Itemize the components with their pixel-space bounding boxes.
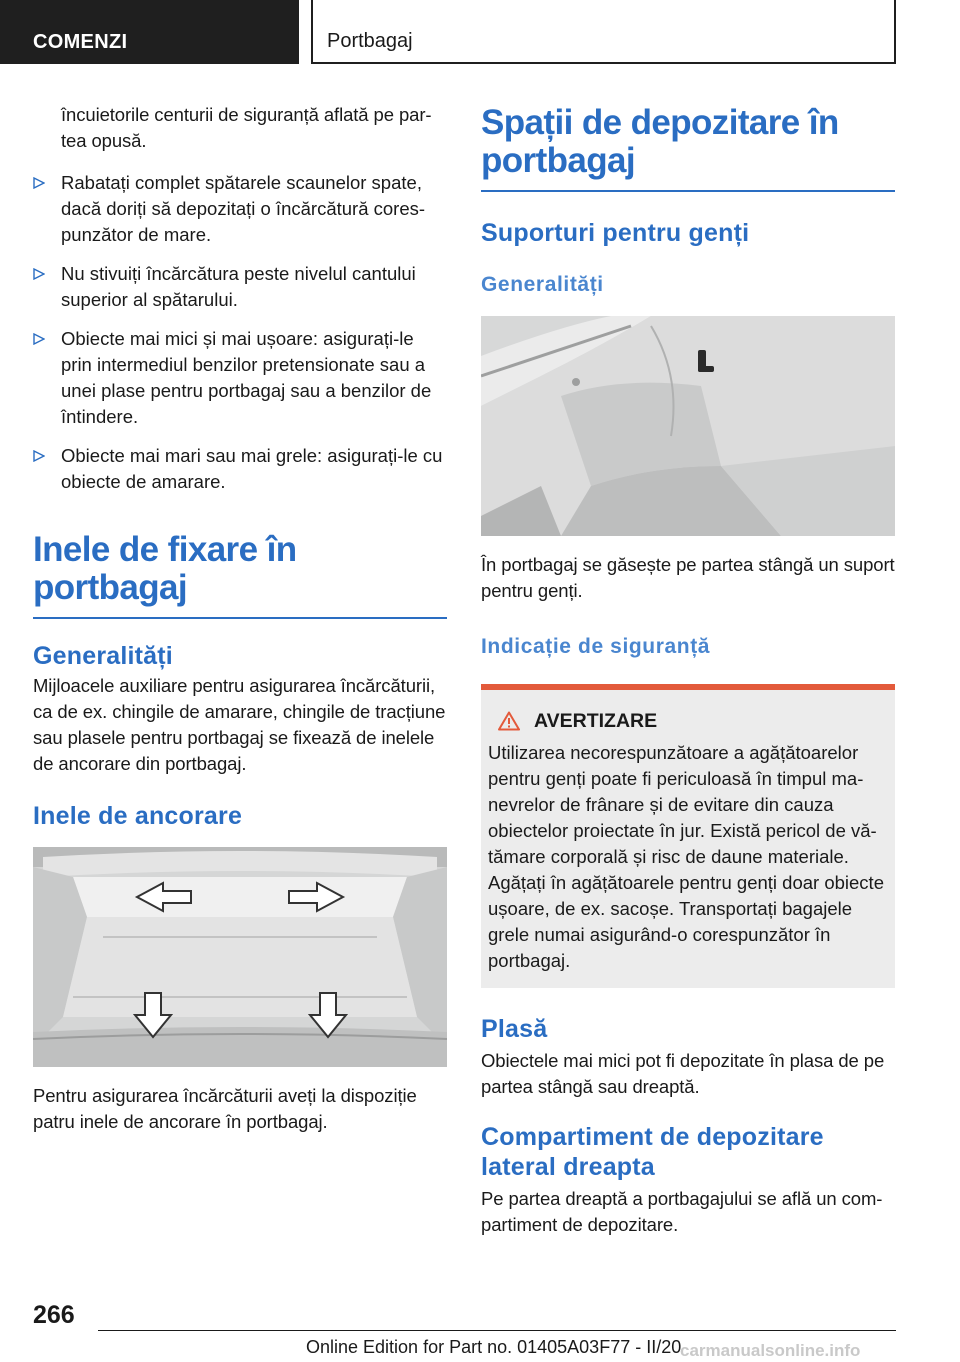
header-chapter-label: Portbagaj — [311, 0, 896, 64]
anchor-rings-caption: Pentru asigurarea încărcăturii aveți la dispoziție patru inele de ancorare în portbagaj. — [33, 1085, 417, 1132]
side-compartment-paragraph: Pe partea dreaptă a portbagajului se află un compartiment de depozitare. — [481, 1188, 883, 1235]
trunk-anchor-rings-illustration — [33, 847, 447, 1067]
footer-rule — [98, 1330, 896, 1331]
triangle-bullet-icon — [33, 444, 47, 468]
warning-triangle-icon — [498, 711, 520, 731]
list-item — [33, 261, 447, 313]
list-item-text: Obiecte mai mari sau mai grele: asigurați-le cu obiecte de amarare. — [61, 445, 443, 492]
watermark-logo: carmanualsonline.info — [680, 1341, 861, 1360]
section-title-anchor-rings: Inele de fixare în portbagaj — [33, 530, 297, 607]
list-item-text: Rabatați complet spătarele scaunelor spate, dacă doriți să depozitați o încărcătură corespunzător de mare. — [61, 172, 426, 245]
list-item — [33, 443, 447, 495]
subsection-title-net: Plasă — [481, 1015, 548, 1043]
list-item — [33, 170, 447, 248]
bag-holder-illustration — [481, 316, 895, 536]
triangle-bullet-icon — [33, 171, 47, 195]
subsubsection-title-general: Generalități — [481, 273, 604, 296]
triangle-bullet-icon — [33, 327, 47, 351]
header-section-label: COMENZI — [0, 0, 299, 64]
warning-heading — [488, 708, 885, 734]
general-paragraph: Mijloacele auxiliare pentru asigurarea încărcăturii, ca de ex. chingile de amarare, chingile de tracțiune sau plasele pentru portbagaj se fixează de inelele de ancorare din portbagaj. — [33, 675, 446, 774]
edition-label: Online Edition for Part no. 01405A03F77 - II/20 — [306, 1337, 682, 1357]
list-item — [33, 326, 447, 430]
continued-paragraph: încuietorile centurii de siguranță aflată pe partea opusă. — [61, 104, 432, 151]
bag-holder-caption: În portbagaj se găsește pe partea stângă un suport pentru genți. — [481, 554, 895, 601]
warning-box — [481, 684, 895, 988]
triangle-bullet-icon — [33, 262, 47, 286]
section-title-rule — [33, 617, 447, 619]
right-column — [481, 100, 895, 1238]
warning-text: Utilizarea necorespunzătoare a agățătoarelor pentru genți poate fi periculoasă în timpul manevrelor de frânare și de evitare din cauza obiectelor proiectate în jur. Există pericol de vătămare corporală și risc de daune materiale. Agățați în agățătoarele pentru genți doar obiecte ușoare, de ex. sacoșe. Transportați bagajele grele numai asigurând-o corespunzător în portbagaj. — [488, 742, 884, 971]
net-paragraph: Obiectele mai mici pot fi depozitate în plasa de pe partea stângă sau dreaptă. — [481, 1050, 885, 1097]
subsubsection-title-safety: Indicație de siguranță — [481, 635, 711, 658]
warning-label: AVERTIZARE — [534, 710, 658, 732]
section-title-storage: Spații de depozitare în portbagaj — [481, 103, 839, 180]
subsection-title-general: Generalități — [33, 642, 173, 670]
left-column — [33, 100, 447, 1135]
subsection-title-side-compartment: Compartiment de depozitare lateral dreapta — [481, 1123, 824, 1181]
subsection-title-anchor-rings: Inele de ancorare — [33, 802, 243, 830]
list-item-text: Obiecte mai mici și mai ușoare: asigurați-le prin intermediul benzilor pretensionate sau a unei plase pentru portbagaj sau a benzilor de întindere. — [61, 328, 432, 427]
page-number: 266 — [33, 1301, 75, 1329]
list-item-text: Nu stivuiți încărcătura peste nivelul cantului superior al spătarului. — [61, 263, 416, 310]
subsection-title-bag-holders: Suporturi pentru genți — [481, 219, 750, 247]
section-title-rule — [481, 190, 895, 192]
